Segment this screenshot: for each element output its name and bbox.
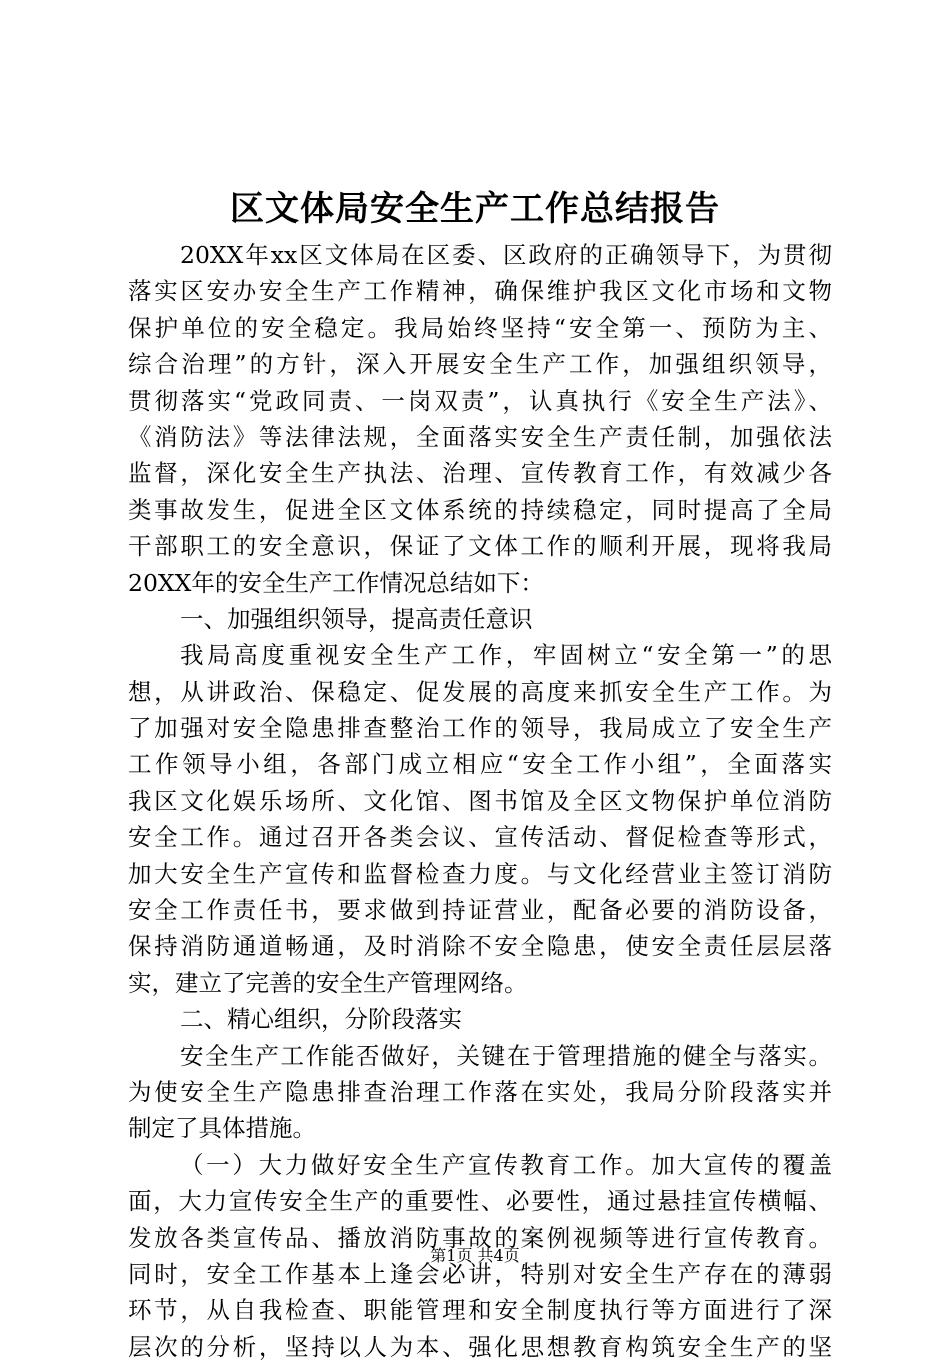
body-text-line: （一）大力做好安全生产宣传教育工作。加大宣传的覆盖 bbox=[180, 1150, 832, 1179]
body-text-line: 贯彻落实“党政同责、一岗双责”，认真执行《安全生产法》、 bbox=[128, 386, 832, 415]
body-text-line: 保持消防通道畅通，及时消除不安全隐患，使安全责任层层落 bbox=[128, 932, 832, 961]
document-body bbox=[128, 237, 832, 1365]
body-text-line: 环节，从自我检查、职能管理和安全制度执行等方面进行了深 bbox=[128, 1296, 832, 1325]
body-text-line: 实，建立了完善的安全生产管理网络。 bbox=[128, 968, 528, 997]
body-text-line: 保护单位的安全稳定。我局始终坚持“安全第一、预防为主、 bbox=[128, 313, 832, 342]
body-text-line: 类事故发生，促进全区文体系统的持续稳定，同时提高了全局 bbox=[128, 495, 832, 524]
body-text-line: 同时，安全工作基本上逢会必讲，特别对安全生产存在的薄弱 bbox=[128, 1259, 832, 1288]
body-text-line: 工作领导小组，各部门成立相应“安全工作小组”，全面落实 bbox=[128, 750, 832, 779]
body-text-line: 监督，深化安全生产执法、治理、宣传教育工作，有效减少各 bbox=[128, 459, 832, 488]
body-text-line: 二、精心组织，分阶段落实 bbox=[180, 1005, 462, 1034]
body-text-line: 落实区安办安全生产工作精神，确保维护我区文化市场和文物 bbox=[128, 277, 832, 306]
body-text-line: 层次的分析，坚持以人为本、强化思想教育构筑安全生产的坚 bbox=[128, 1332, 832, 1361]
body-text-line: 《消防法》等法律法规，全面落实安全生产责任制，加强依法 bbox=[128, 422, 832, 451]
body-text-line: 我区文化娱乐场所、文化馆、图书馆及全区文物保护单位消防 bbox=[128, 786, 832, 815]
body-text-line: 我局高度重视安全生产工作，牢固树立“安全第一”的思 bbox=[180, 641, 832, 670]
body-text-line: 加大安全生产宣传和监督检查力度。与文化经营业主签订消防 bbox=[128, 859, 832, 888]
body-text-line: 面，大力宣传安全生产的重要性、必要性，通过悬挂宣传横幅、 bbox=[128, 1187, 832, 1216]
body-text-line: 综合治理”的方针，深入开展安全生产工作，加强组织领导， bbox=[128, 350, 832, 379]
body-text-line: 发放各类宣传品、播放消防事故的案例视频等进行宣传教育。 bbox=[128, 1223, 832, 1252]
document-title: 区文体局安全生产工作总结报告 bbox=[230, 189, 720, 229]
body-text-line: 了加强对安全隐患排查整治工作的领导，我局成立了安全生产 bbox=[128, 714, 832, 743]
page-number-footer: 第1页 共4页 bbox=[430, 1246, 520, 1265]
body-text-line: 20XX年xx区文体局在区委、区政府的正确领导下，为贯彻 bbox=[180, 241, 832, 269]
body-text-line: 安全生产工作能否做好，关键在于管理措施的健全与落实。 bbox=[180, 1041, 832, 1070]
body-text-line: 一、加强组织领导，提高责任意识 bbox=[180, 604, 533, 633]
body-text-line: 想，从讲政治、保稳定、促发展的高度来抓安全生产工作。为 bbox=[128, 677, 832, 706]
body-text-line: 安全工作责任书，要求做到持证营业，配备必要的消防设备， bbox=[128, 896, 832, 925]
body-text-line: 安全工作。通过召开各类会议、宣传活动、督促检查等形式， bbox=[128, 823, 832, 852]
body-text-line: 为使安全生产隐患排查治理工作落在实处，我局分阶段落实并 bbox=[128, 1077, 832, 1106]
body-text-line: 干部职工的安全意识，保证了文体工作的顺利开展，现将我局 bbox=[128, 532, 832, 561]
body-text-line: 制定了具体措施。 bbox=[128, 1114, 316, 1143]
body-text-line: 20XX年的安全生产工作情况总结如下： bbox=[128, 568, 544, 597]
